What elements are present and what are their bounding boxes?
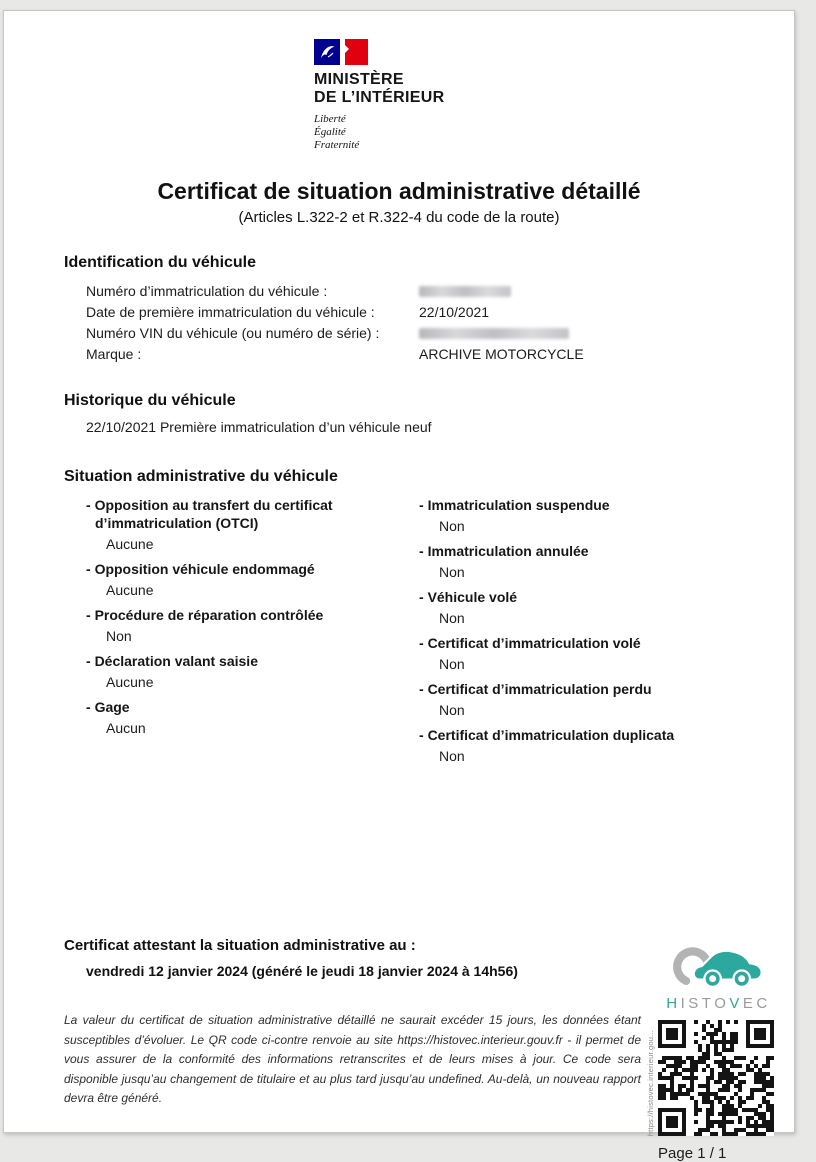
situation-column-left <box>86 496 419 772</box>
situation-item <box>86 560 419 599</box>
ministry-name <box>314 71 484 107</box>
situation-value: Non <box>439 656 465 672</box>
ministry-name-line2: DE L’INTÉRIEUR <box>314 89 445 106</box>
histovec-wordmark <box>646 995 791 1012</box>
ministry-block <box>314 39 484 152</box>
identification-row <box>86 280 794 301</box>
situation-columns <box>86 496 794 772</box>
situation-item <box>419 634 794 673</box>
motto-line2: Égalité <box>314 126 346 138</box>
situation-item <box>419 542 794 581</box>
brand-part: EC <box>742 995 771 1012</box>
attestation-heading: Certificat attestant la situation administrative au : <box>64 937 416 954</box>
situation-value: Non <box>439 610 465 626</box>
situation-value: Aucun <box>106 720 146 736</box>
field-value: ARCHIVE MOTORCYCLE <box>419 345 584 362</box>
qr-code <box>658 1020 774 1136</box>
qr-area <box>646 1020 791 1136</box>
situation-value: Non <box>439 518 465 534</box>
situation-label: - Opposition au transfert du certificat d’immatriculation (OTCI) <box>86 496 395 532</box>
french-flag-icon <box>314 39 371 66</box>
situation-heading: Situation administrative du véhicule <box>64 468 338 485</box>
situation-value: Non <box>439 564 465 580</box>
situation-value: Non <box>439 748 465 764</box>
situation-item <box>86 698 419 737</box>
situation-label: - Déclaration valant saisie <box>86 652 395 670</box>
ministry-name-line1: MINISTÈRE <box>314 71 404 88</box>
situation-label: - Opposition véhicule endommagé <box>86 560 395 578</box>
situation-value: Non <box>439 702 465 718</box>
qr-url-label: https://histovec.interieur.gou... <box>646 1029 655 1136</box>
field-label: Marque : <box>86 345 142 362</box>
motto-line1: Liberté <box>314 113 346 125</box>
situation-label: - Immatriculation annulée <box>419 542 728 560</box>
attestation-date: vendredi 12 janvier 2024 (généré le jeudi 18 janvier 2024 à 14h56) <box>86 963 518 979</box>
document-title: Certificat de situation administrative détaillé <box>157 178 641 204</box>
histovec-block <box>646 939 791 1162</box>
situation-label: - Certificat d’immatriculation volé <box>419 634 728 652</box>
redacted-vin <box>419 328 569 339</box>
situation-item <box>86 496 419 553</box>
situation-label: - Véhicule volé <box>419 588 728 606</box>
situation-label: - Certificat d’immatriculation perdu <box>419 680 728 698</box>
attestation-block <box>64 937 641 1109</box>
field-label: Date de première immatriculation du véhicule : <box>86 303 375 320</box>
history-entry: 22/10/2021 Première immatriculation d’un véhicule neuf <box>86 419 432 435</box>
histovec-car-icon <box>669 939 769 993</box>
field-value <box>419 325 794 341</box>
situation-label: - Certificat d’immatriculation duplicata <box>419 726 728 744</box>
identification-row <box>86 301 794 322</box>
situation-label: - Gage <box>86 698 395 716</box>
situation-value: Aucune <box>106 582 154 598</box>
situation-value: Aucune <box>106 674 154 690</box>
disclaimer-text: La valeur du certificat de situation administrative détaillé ne saurait excéder 15 jours, les données étant susceptibles d’évoluer. Le QR code ci-contre renvoie au site https://histovec.interieur.gouv.fr - il permet de vous assurer de la conformité des informations retranscrites et de leurs mises à jour. Ce code sera disponible jusqu’au changement de titulaire et au plus tard jusqu’au undefined. Au-delà, un nouveau rapport devra être généré. <box>64 1013 641 1105</box>
identification-rows <box>86 280 794 364</box>
identification-heading: Identification du véhicule <box>64 254 257 271</box>
situation-value: Non <box>106 628 132 644</box>
situation-value: Aucune <box>106 536 154 552</box>
motto-line3: Fraternité <box>314 139 360 151</box>
history-heading: Historique du véhicule <box>64 392 236 409</box>
document-subtitle: (Articles L.322-2 et R.322-4 du code de la route) <box>238 209 560 226</box>
situation-item <box>86 652 419 691</box>
situation-label: - Immatriculation suspendue <box>419 496 728 514</box>
page-number: Page 1 / 1 <box>658 1145 727 1162</box>
identification-row <box>86 322 794 343</box>
field-label: Numéro VIN du véhicule (ou numéro de série) : <box>86 324 380 341</box>
situation-column-right <box>419 496 794 772</box>
field-label: Numéro d’immatriculation du véhicule : <box>86 282 328 299</box>
brand-part: V <box>729 995 743 1012</box>
redacted-registration-number <box>419 286 511 297</box>
situation-label: - Procédure de réparation contrôlée <box>86 606 395 624</box>
field-value: 22/10/2021 <box>419 303 490 320</box>
situation-item <box>419 726 794 765</box>
republic-motto <box>314 113 484 152</box>
situation-item <box>419 588 794 627</box>
field-value <box>419 283 794 299</box>
situation-item <box>419 496 794 535</box>
brand-part: H <box>666 995 681 1012</box>
situation-item <box>86 606 419 645</box>
situation-item <box>419 680 794 719</box>
document-page <box>3 10 795 1162</box>
brand-part: ISTO <box>680 995 730 1012</box>
identification-row <box>86 343 794 364</box>
